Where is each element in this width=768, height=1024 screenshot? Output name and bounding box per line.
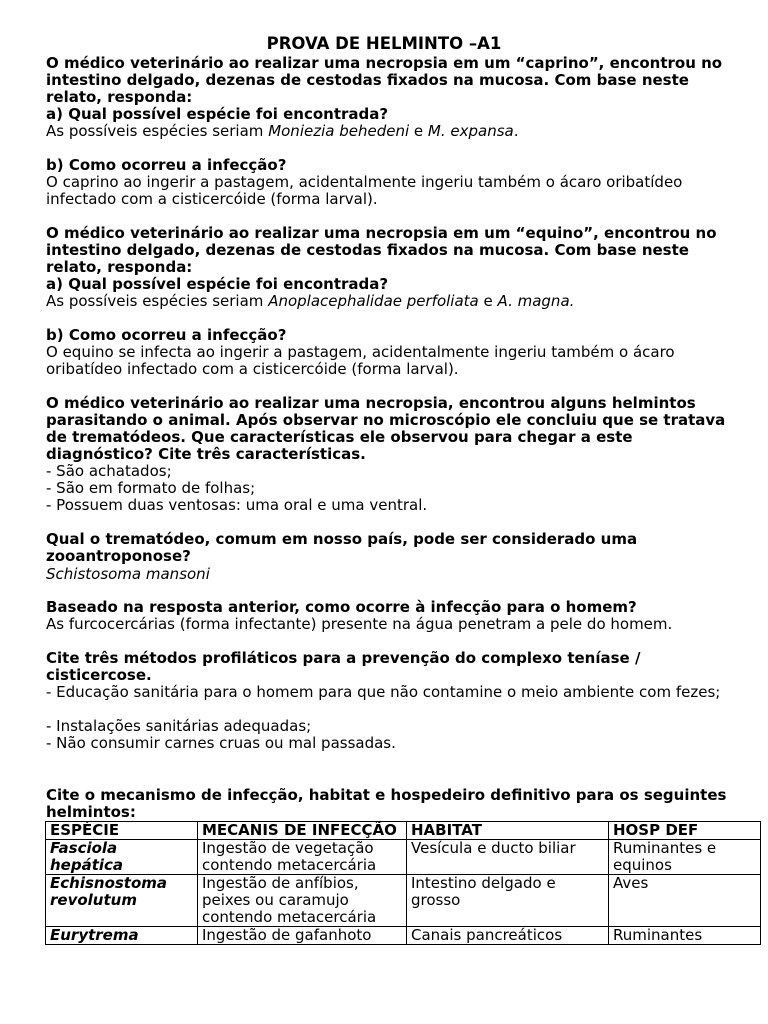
q5-answer: As furcocercárias (forma infectante) presente na água penetram a pele do homem. [46, 615, 673, 633]
q2-a-conj: e [483, 292, 493, 310]
table-header-cell: ESPÉCIE [46, 822, 198, 840]
table-row [46, 875, 761, 927]
q1-a-end: . [513, 122, 519, 140]
q2-a-answer-prefix: As possíveis espécies seriam [46, 292, 264, 310]
table-row [46, 927, 761, 945]
table-header-cell: HOSP DEF [609, 822, 761, 840]
table-header-cell: HABITAT [407, 822, 609, 840]
q2-a-species-2: A. magna. [497, 292, 575, 310]
species-cell: Echisnostoma revolutum [46, 875, 198, 927]
q1-a-answer-prefix: As possíveis espécies seriam [46, 122, 264, 140]
table-cell: Intestino delgado e grosso [407, 875, 609, 927]
q3-answer-2: - São em formato de folhas; [46, 479, 256, 497]
q1-intro: O médico veterinário ao realizar uma necropsia em um “caprino”, encontrou no intestino delgado, dezenas de cestodas fixados na mucosa. Com base neste relato, responda: [46, 54, 723, 106]
q1-a-species-2: M. expansa [427, 122, 514, 140]
species-cell: Fasciola hepática [46, 840, 198, 875]
species-cell: Eurytrema [46, 927, 198, 945]
q6-answer-3: - Não consumir carnes cruas ou mal passadas. [46, 734, 396, 752]
table-cell: Aves [609, 875, 761, 927]
table-cell: Ingestão de gafanhoto [198, 927, 407, 945]
q4-answer: Schistosoma mansoni [46, 565, 210, 583]
q2-a-answer [46, 293, 736, 310]
table-header-row [46, 822, 761, 840]
q7-question: Cite o mecanismo de infecção, habitat e hospedeiro definitivo para os seguintes helmintos: [46, 786, 727, 821]
q1-a-conj: e [413, 122, 424, 140]
q1-b-answer: O caprino ao ingerir a pastagem, acidentalmente ingeriu também o ácaro oribatídeo infectado com a cisticercóide (forma larval). [46, 173, 683, 208]
q6-answer-1: - Educação sanitária para o homem para que não contamine o meio ambiente com fezes; [46, 683, 721, 701]
q5-question: Baseado na resposta anterior, como ocorre à infecção para o homem? [46, 598, 637, 616]
q1-a-answer [46, 123, 736, 140]
table-cell: Ruminantes [609, 927, 761, 945]
q3-question: O médico veterinário ao realizar uma necropsia, encontrou alguns helmintos parasitando o animal. Após observar no microscópio ele concluiu que se tratava de trematódeos. Que características ele observou para chegar a este diagnóstico? Cite três características. [46, 394, 726, 463]
helminth-table [45, 821, 761, 945]
q2-b-question: b) Como ocorreu a infecção? [46, 326, 287, 344]
table-cell: Ruminantes e equinos [609, 840, 761, 875]
q4-question: Qual o trematódeo, comum em nosso país, pode ser considerado uma zooantroponose? [46, 530, 638, 565]
q1-b-question: b) Como ocorreu a infecção? [46, 156, 287, 174]
q3-answer-3: - Possuem duas ventosas: uma oral e uma ventral. [46, 496, 428, 514]
table-cell: Canais pancreáticos [407, 927, 609, 945]
table-cell: Ingestão de vegetação contendo metacercária [198, 840, 407, 875]
q6-answer-2: - Instalações sanitárias adequadas; [46, 717, 312, 735]
q2-a-question: a) Qual possível espécie foi encontrada? [46, 275, 389, 293]
q2-a-species-1: Anoplacephalidae perfoliata [268, 292, 479, 310]
q2-intro: O médico veterinário ao realizar uma necropsia em um “equino”, encontrou no intestino delgado, dezenas de cestodas fixados na mucosa. Com base neste relato, responda: [46, 224, 717, 276]
table-header-cell: MECANIS DE INFECÇÃO [198, 822, 407, 840]
table-cell: Vesícula e ducto biliar [407, 840, 609, 875]
table-row [46, 840, 761, 875]
q6-question: Cite três métodos profiláticos para a prevenção do complexo teníase / cisticercose. [46, 649, 641, 684]
table-cell: Ingestão de anfíbios, peixes ou caramujo contendo metacercária [198, 875, 407, 927]
q3-answer-1: - São achatados; [46, 462, 172, 480]
q2-b-answer: O equino se infecta ao ingerir a pastagem, acidentalmente ingeriu também o ácaro oribatídeo infectado com a cisticercóide (forma larval). [46, 343, 675, 378]
q1-a-species-1: Moniezia behedeni [268, 122, 410, 140]
page-title: PROVA DE HELMINTO –A1 [266, 34, 502, 53]
q1-a-question: a) Qual possível espécie foi encontrada? [46, 105, 389, 123]
